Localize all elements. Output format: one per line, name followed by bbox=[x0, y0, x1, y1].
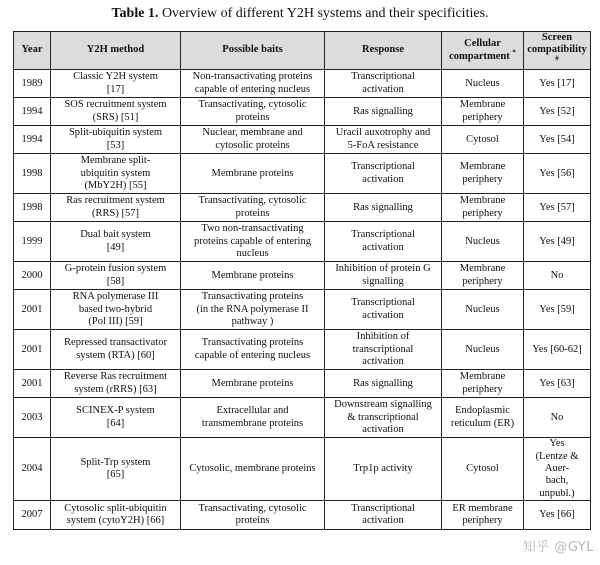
cell-screen: Yes [52] bbox=[524, 98, 591, 126]
table-row bbox=[14, 194, 591, 222]
cell-baits: Transactivating, cytosolic proteins bbox=[181, 501, 325, 530]
cell-baits: Membrane proteins bbox=[181, 262, 325, 290]
cell-baits: Membrane proteins bbox=[181, 370, 325, 398]
cell-response: Transcriptional activation bbox=[325, 501, 442, 530]
cell-year: 1998 bbox=[14, 194, 51, 222]
cell-method: Membrane split- ubiquitin system (MbY2H) [55] bbox=[51, 154, 181, 194]
cell-screen: Yes [60-62] bbox=[524, 330, 591, 370]
cell-method: Dual bait system [49] bbox=[51, 222, 181, 262]
cell-baits: Transactivating proteins (in the RNA polymerase II pathway ) bbox=[181, 290, 325, 330]
header-screen-footnote-mark: # bbox=[555, 54, 559, 63]
cell-compartment: Nucleus bbox=[442, 290, 524, 330]
cell-screen: Yes (Lentze & Auer- bach, unpubl.) bbox=[524, 438, 591, 501]
cell-method: Reverse Ras recruitment system (rRRS) [63] bbox=[51, 370, 181, 398]
table-row bbox=[14, 98, 591, 126]
cell-screen: Yes [66] bbox=[524, 501, 591, 530]
cell-response: Transcriptional activation bbox=[325, 70, 442, 98]
table-row bbox=[14, 154, 591, 194]
table-caption bbox=[0, 5, 600, 23]
cell-compartment: Membrane periphery bbox=[442, 370, 524, 398]
table-row bbox=[14, 370, 591, 398]
cell-year: 2001 bbox=[14, 330, 51, 370]
cell-compartment: Nucleus bbox=[442, 222, 524, 262]
cell-response: Downstream signalling & transcriptional activation bbox=[325, 398, 442, 438]
cell-baits: Transactivating, cytosolic proteins bbox=[181, 194, 325, 222]
table-row bbox=[14, 501, 591, 530]
caption-label: Table 1. bbox=[111, 6, 159, 21]
table-body bbox=[14, 70, 591, 530]
cell-year: 1994 bbox=[14, 126, 51, 154]
header-baits: Possible baits bbox=[181, 32, 325, 70]
cell-compartment: Cytosol bbox=[442, 126, 524, 154]
cell-screen: Yes [49] bbox=[524, 222, 591, 262]
cell-method: Split-Trp system [65] bbox=[51, 438, 181, 501]
table-row bbox=[14, 70, 591, 98]
cell-method: G-protein fusion system [58] bbox=[51, 262, 181, 290]
table-row bbox=[14, 222, 591, 262]
cell-year: 1994 bbox=[14, 98, 51, 126]
cell-response: Inhibition of transcriptional activation bbox=[325, 330, 442, 370]
cell-compartment: Nucleus bbox=[442, 330, 524, 370]
cell-screen: Yes [56] bbox=[524, 154, 591, 194]
cell-baits: Nuclear, membrane and cytosolic proteins bbox=[181, 126, 325, 154]
table-row bbox=[14, 290, 591, 330]
cell-response: Transcriptional activation bbox=[325, 154, 442, 194]
cell-method: Cytosolic split-ubiquitin system (cytoY2H) [66] bbox=[51, 501, 181, 530]
cell-compartment: Cytosol bbox=[442, 438, 524, 501]
cell-compartment: Endoplasmic reticulum (ER) bbox=[442, 398, 524, 438]
cell-response: Uracil auxotrophy and 5-FoA resistance bbox=[325, 126, 442, 154]
cell-year: 2007 bbox=[14, 501, 51, 530]
cell-baits: Extracellular and transmembrane proteins bbox=[181, 398, 325, 438]
cell-method: RNA polymerase III based two-hybrid (Pol III) [59] bbox=[51, 290, 181, 330]
cell-compartment: Membrane periphery bbox=[442, 194, 524, 222]
cell-year: 1989 bbox=[14, 70, 51, 98]
cell-method: Split-ubiquitin system [53] bbox=[51, 126, 181, 154]
y2h-systems-table bbox=[13, 31, 591, 530]
header-compartment bbox=[442, 32, 524, 70]
cell-screen: No bbox=[524, 398, 591, 438]
header-compartment-label: Cellular compartment bbox=[449, 38, 510, 62]
cell-method: Repressed transactivator system (RTA) [60] bbox=[51, 330, 181, 370]
cell-baits: Two non-transactivating proteins capable of entering nucleus bbox=[181, 222, 325, 262]
caption-text: Overview of different Y2H systems and their specificities. bbox=[158, 6, 489, 21]
cell-baits: Transactivating, cytosolic proteins bbox=[181, 98, 325, 126]
table-row bbox=[14, 126, 591, 154]
header-year: Year bbox=[14, 32, 51, 70]
cell-year: 1998 bbox=[14, 154, 51, 194]
header-response: Response bbox=[325, 32, 442, 70]
header-screen bbox=[524, 32, 591, 70]
cell-compartment: Membrane periphery bbox=[442, 98, 524, 126]
table-row bbox=[14, 398, 591, 438]
cell-baits: Membrane proteins bbox=[181, 154, 325, 194]
cell-response: Ras signalling bbox=[325, 98, 442, 126]
cell-screen: Yes [59] bbox=[524, 290, 591, 330]
cell-method: Ras recruitment system (RRS) [57] bbox=[51, 194, 181, 222]
cell-compartment: Nucleus bbox=[442, 70, 524, 98]
cell-response: Transcriptional activation bbox=[325, 290, 442, 330]
cell-method: Classic Y2H system [17] bbox=[51, 70, 181, 98]
cell-year: 2003 bbox=[14, 398, 51, 438]
cell-year: 2001 bbox=[14, 370, 51, 398]
cell-response: Ras signalling bbox=[325, 370, 442, 398]
cell-response: Trp1p activity bbox=[325, 438, 442, 501]
cell-year: 2001 bbox=[14, 290, 51, 330]
cell-response: Inhibition of protein G signalling bbox=[325, 262, 442, 290]
cell-screen: Yes [63] bbox=[524, 370, 591, 398]
cell-response: Ras signalling bbox=[325, 194, 442, 222]
cell-screen: No bbox=[524, 262, 591, 290]
cell-year: 1999 bbox=[14, 222, 51, 262]
header-method: Y2H method bbox=[51, 32, 181, 70]
table-header-row bbox=[14, 32, 591, 70]
cell-screen: Yes [57] bbox=[524, 194, 591, 222]
cell-response: Transcriptional activation bbox=[325, 222, 442, 262]
cell-baits: Cytosolic, membrane proteins bbox=[181, 438, 325, 501]
header-compartment-footnote-mark: * bbox=[512, 48, 516, 57]
cell-method: SOS recruitment system (SRS) [51] bbox=[51, 98, 181, 126]
cell-method: SCINEX-P system [64] bbox=[51, 398, 181, 438]
cell-baits: Transactivating proteins capable of entering nucleus bbox=[181, 330, 325, 370]
cell-compartment: Membrane periphery bbox=[442, 154, 524, 194]
table-row bbox=[14, 438, 591, 501]
cell-screen: Yes [54] bbox=[524, 126, 591, 154]
header-screen-label: Screen compatibility bbox=[527, 32, 587, 56]
table-row bbox=[14, 262, 591, 290]
cell-year: 2004 bbox=[14, 438, 51, 501]
cell-compartment: Membrane periphery bbox=[442, 262, 524, 290]
cell-screen: Yes [17] bbox=[524, 70, 591, 98]
cell-baits: Non-transactivating proteins capable of entering nucleus bbox=[181, 70, 325, 98]
cell-compartment: ER membrane periphery bbox=[442, 501, 524, 530]
table-row bbox=[14, 330, 591, 370]
watermark: 知乎 @GYL bbox=[522, 540, 594, 555]
cell-year: 2000 bbox=[14, 262, 51, 290]
